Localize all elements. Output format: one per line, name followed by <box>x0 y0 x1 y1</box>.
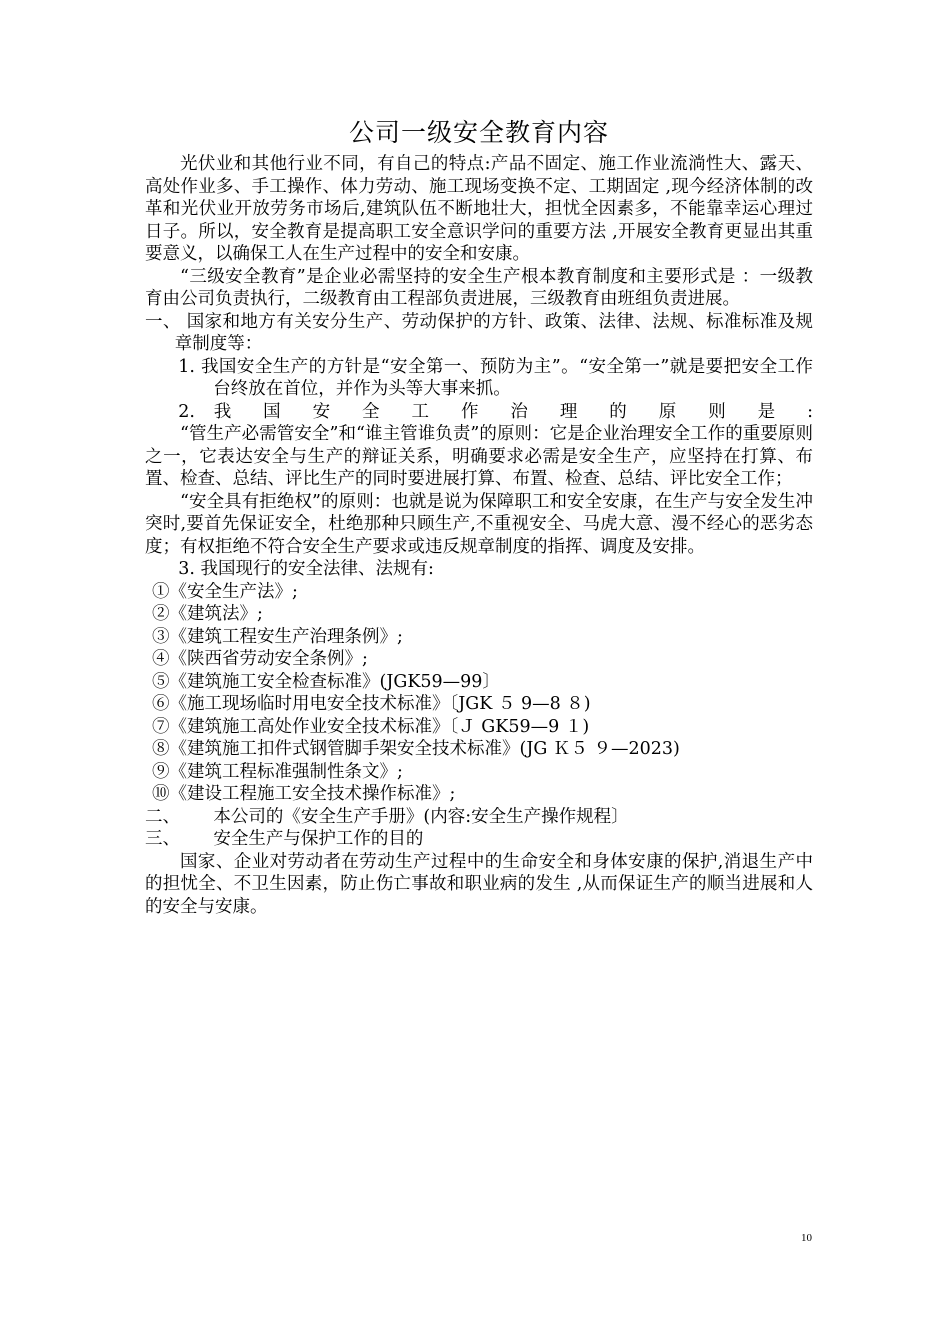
principle-paragraph-2: “安全具有拒绝权”的原则：也就是说为保障职工和安全安康，在生产与安全发生冲突时,要首先保证安全，杜绝那种只顾生产,不重视安全、马虎大意、漫不经心的恶劣态度；有权拒绝不符合安全生产要求或违反规章制度的指挥、调度及安排。 <box>145 491 813 557</box>
law-item: ⑦《建筑施工高处作业安全技术标准》〔Ｊ GK59—9 １) <box>152 716 590 737</box>
law-list <box>145 581 813 806</box>
section-1-item-2-heading: 2. 我 国 安 全 工 作 治 理 的 原 则 是 : <box>178 401 813 422</box>
section-3-heading: 三、 安全生产与保护工作的目的 <box>145 829 424 849</box>
law-item: ③《建筑工程安生产治理条例》; <box>152 626 403 647</box>
document-body <box>145 113 813 918</box>
section-1-item-3: 3. 我国现行的安全法律、法规有: <box>178 559 434 579</box>
section-3-body: 国家、企业对劳动者在劳动生产过程中的生命安全和身体安康的保护,消退生产中的担忧全、不卫生因素，防止伤亡事故和职业病的发生 ,从而保证生产的顺当进展和人的安全与安康。 <box>145 851 813 917</box>
document-title: 公司一级安全教育内容 <box>348 118 609 147</box>
law-item: ⑧《建筑施工扣件式钢管脚手架安全技术标准》(JG Ｋ５ ９—2023) <box>152 739 680 759</box>
section-2-heading: 二、 本公司的《安全生产手册》(内容:安全生产操作规程〕 <box>145 806 629 827</box>
section-1-heading: 一、 国家和地方有关安分生产、劳动保护的方针、政策、法律、法规、标准标准及规章制度等： <box>145 311 813 354</box>
law-item: ⑤《建筑施工安全检查标准》(JGK59—99〕 <box>152 671 500 692</box>
page-number: 10 <box>801 1232 812 1244</box>
three-level-paragraph: “三级安全教育”是企业必需坚持的安全生产根本教育制度和主要形式是 ：一级教育由公司负责执行，二级教育由工程部负责进展，三级教育由班组负责进展。 <box>145 266 813 309</box>
section-1-item-1: 1. 我国安全生产的方针是“安全第一、预防为主”。“安全第一”就是要把安全工作台终放在首位，并作为头等大事来抓。 <box>178 356 813 399</box>
law-item: ②《建筑法》; <box>152 604 263 624</box>
principle-paragraph-1: “管生产必需管安全”和“谁主管谁负责”的原则：它是企业治理安全工作的重要原则之一，它表达安全与生产的辩证关系，明确要求必需是安全生产，应坚持在打算、布置、检查、总结、评比生产的同时要进展打算、布置、检查、总结、评比安全工作； <box>145 424 813 489</box>
law-item: ⑥《施工现场临时用电安全技术标准》〔JGK ５ 9—8 ８) <box>152 694 591 714</box>
law-item: ④《陕西省劳动安全条例》; <box>152 649 368 669</box>
intro-paragraph: 光伏业和其他行业不同，有自己的特点:产品不固定、施工作业流淌性大、露天、高处作业多、手工操作、体力劳动、施工现场变换不定、工期固定 ,现今经济体制的改革和光伏业开放劳务市场后,建筑队伍不断地壮大，担忧全因素多，不能靠幸运心理过日子。所以，安全教育是提高职工安全意识学问的重要方法 ,开展安全教育更显出其重要意义，以确保工人在生产过程中的安全和安康。 <box>145 154 813 264</box>
law-item: ①《安全生产法》; <box>152 581 298 602</box>
law-item: ⑩《建设工程施工安全技术操作标准》; <box>152 784 456 804</box>
law-item: ⑨《建筑工程标准强制性条文》; <box>152 761 403 782</box>
